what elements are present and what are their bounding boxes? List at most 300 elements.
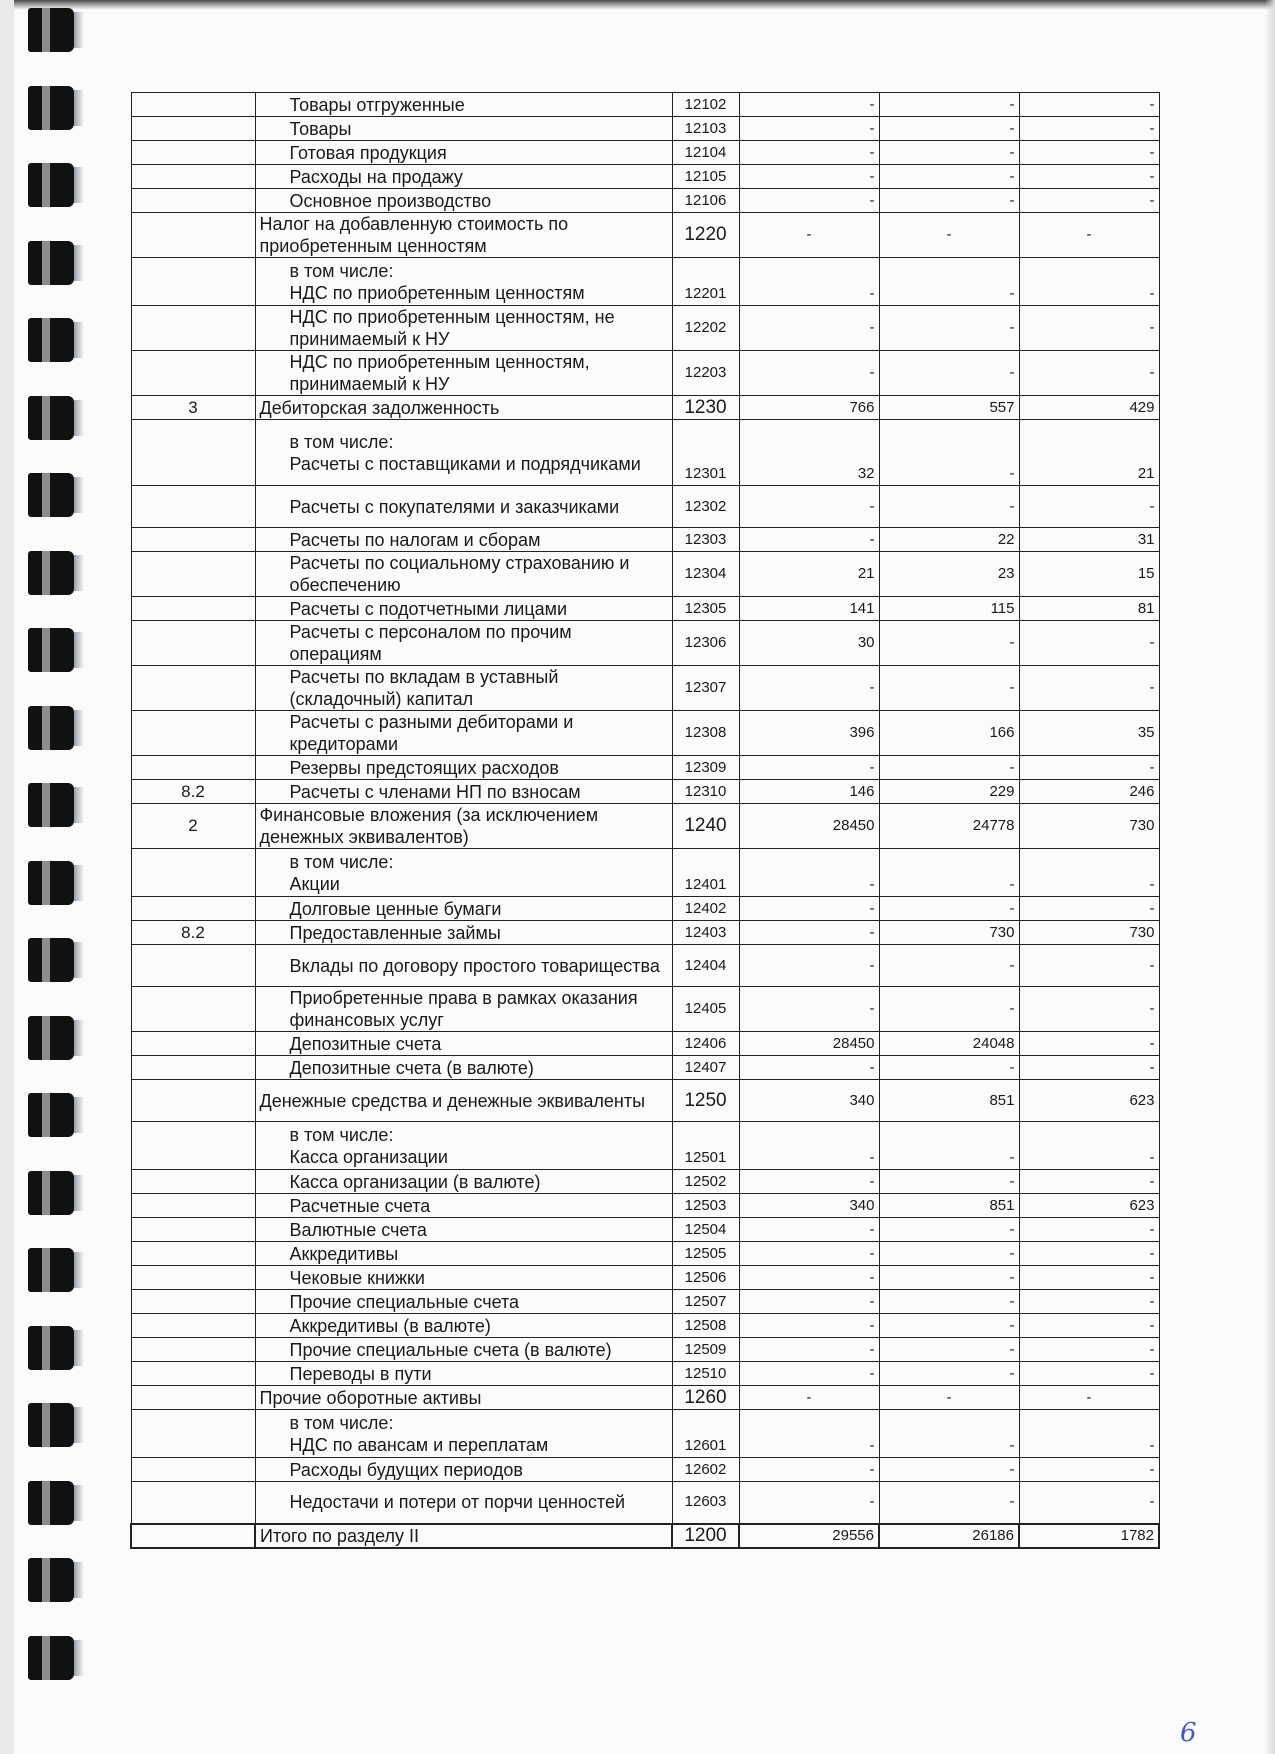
note-cell: [131, 258, 255, 306]
note-cell: [131, 486, 255, 528]
binding-ring: [28, 318, 74, 362]
note-cell: [131, 1122, 255, 1170]
value-prior-cell: -: [1019, 666, 1159, 711]
indicator-name-cell: Депозитные счета (в валюте): [255, 1056, 672, 1080]
note-cell: [131, 1056, 255, 1080]
value-current-cell: -: [739, 1386, 879, 1410]
including-label: в том числе:: [289, 1412, 394, 1433]
line-code-cell: 12501: [672, 1122, 739, 1170]
value-prior-cell: -: [1019, 1338, 1159, 1362]
value-previous-cell: -: [879, 897, 1019, 921]
line-code-cell: 12306: [672, 621, 739, 666]
value-previous-cell: 229: [879, 780, 1019, 804]
binding-ring-shadow: [74, 942, 84, 978]
indicator-name-cell: Расчеты с подотчетными лицами: [255, 597, 672, 621]
indicator-name-cell: Итого по разделу II: [255, 1524, 672, 1548]
note-cell: [131, 93, 255, 117]
table-row: [131, 666, 1159, 711]
indicator-name-cell: Налог на добавленную стоимость по приобретенным ценностям: [255, 213, 672, 258]
value-prior-cell: -: [1019, 1362, 1159, 1386]
value-current-cell: 146: [739, 780, 879, 804]
table-row: [131, 897, 1159, 921]
value-current-cell: -: [739, 213, 879, 258]
value-prior-cell: 730: [1019, 804, 1159, 849]
value-prior-cell: -: [1019, 1122, 1159, 1170]
note-cell: [131, 1482, 255, 1524]
including-label: в том числе:: [289, 431, 394, 452]
line-code-cell: 12309: [672, 756, 739, 780]
indicator-name-cell: [255, 1122, 672, 1170]
note-cell: [131, 621, 255, 666]
value-prior-cell: -: [1019, 213, 1159, 258]
value-prior-cell: 623: [1019, 1194, 1159, 1218]
indicator-name-cell: Расчеты по социальному страхованию и обеспечению: [255, 552, 672, 597]
value-prior-cell: 1782: [1019, 1524, 1159, 1548]
value-prior-cell: -: [1019, 897, 1159, 921]
value-prior-cell: -: [1019, 189, 1159, 213]
value-previous-cell: -: [879, 1362, 1019, 1386]
line-code-cell: 12508: [672, 1314, 739, 1338]
line-code-cell: 12603: [672, 1482, 739, 1524]
binding-ring: [28, 861, 74, 905]
including-label: в том числе:: [289, 851, 394, 872]
table-row: [131, 711, 1159, 756]
note-cell: [131, 1362, 255, 1386]
value-previous-cell: 26186: [879, 1524, 1019, 1548]
indicator-name-cell: Денежные средства и денежные эквиваленты: [255, 1080, 672, 1122]
indicator-name-cell: [255, 258, 672, 306]
note-cell: [131, 945, 255, 987]
value-previous-cell: -: [879, 141, 1019, 165]
line-code-cell: 1220: [672, 213, 739, 258]
value-previous-cell: -: [879, 165, 1019, 189]
value-prior-cell: 21: [1019, 420, 1159, 486]
value-prior-cell: -: [1019, 1032, 1159, 1056]
indicator-name-cell: Прочие оборотные активы: [255, 1386, 672, 1410]
note-cell: [131, 1218, 255, 1242]
value-previous-cell: -: [879, 189, 1019, 213]
binding-ring-shadow: [74, 632, 84, 668]
value-previous-cell: -: [879, 1170, 1019, 1194]
binding-ring-shadow: [74, 1252, 84, 1288]
indicator-name-cell: Депозитные счета: [255, 1032, 672, 1056]
binding-ring: [28, 163, 74, 207]
value-current-cell: -: [739, 258, 879, 306]
line-code-cell: 12104: [672, 141, 739, 165]
note-cell: [131, 552, 255, 597]
value-prior-cell: -: [1019, 849, 1159, 897]
value-current-cell: 340: [739, 1194, 879, 1218]
indicator-name-cell: Финансовые вложения (за исключением денежных эквивалентов): [255, 804, 672, 849]
scan-right-edge: [1265, 0, 1275, 1754]
binding-ring: [28, 1481, 74, 1525]
value-previous-cell: 166: [879, 711, 1019, 756]
note-cell: [131, 987, 255, 1032]
value-previous-cell: -: [879, 117, 1019, 141]
table-row: [131, 306, 1159, 351]
line-code-cell: 1200: [672, 1524, 739, 1548]
value-previous-cell: 851: [879, 1080, 1019, 1122]
value-current-cell: -: [739, 756, 879, 780]
value-prior-cell: -: [1019, 141, 1159, 165]
value-previous-cell: 851: [879, 1194, 1019, 1218]
indicator-name-cell: Валютные счета: [255, 1218, 672, 1242]
table-row: [131, 1524, 1159, 1548]
value-prior-cell: -: [1019, 1242, 1159, 1266]
binding-ring: [28, 551, 74, 595]
value-previous-cell: -: [879, 1482, 1019, 1524]
line-code-cell: 12401: [672, 849, 739, 897]
binding-ring-shadow: [74, 12, 84, 48]
value-current-cell: 28450: [739, 1032, 879, 1056]
table-row: [131, 189, 1159, 213]
note-cell: 8.2: [131, 780, 255, 804]
value-previous-cell: -: [879, 945, 1019, 987]
value-prior-cell: -: [1019, 258, 1159, 306]
value-current-cell: 396: [739, 711, 879, 756]
table-row: [131, 1032, 1159, 1056]
binding-ring: [28, 1248, 74, 1292]
line-code-cell: 12102: [672, 93, 739, 117]
indicator-name-cell: Готовая продукция: [255, 141, 672, 165]
line-code-cell: 1230: [672, 396, 739, 420]
line-code-cell: 12506: [672, 1266, 739, 1290]
note-cell: 3: [131, 396, 255, 420]
table-row: [131, 756, 1159, 780]
indicator-name: НДС по приобретенным ценностям: [289, 282, 585, 303]
table-row: [131, 1194, 1159, 1218]
value-previous-cell: -: [879, 756, 1019, 780]
indicator-name-cell: Расчеты с покупателями и заказчиками: [255, 486, 672, 528]
indicator-name-cell: Аккредитивы (в валюте): [255, 1314, 672, 1338]
value-previous-cell: -: [879, 621, 1019, 666]
table-row: [131, 621, 1159, 666]
indicator-name-cell: Приобретенные права в рамках оказания финансовых услуг: [255, 987, 672, 1032]
line-code-cell: 12504: [672, 1218, 739, 1242]
value-prior-cell: 623: [1019, 1080, 1159, 1122]
indicator-name-cell: Расчеты по вкладам в уставный (складочный) капитал: [255, 666, 672, 711]
note-cell: [131, 1242, 255, 1266]
line-code-cell: 12103: [672, 117, 739, 141]
binding-ring-shadow: [74, 1020, 84, 1056]
value-current-cell: -: [739, 165, 879, 189]
value-prior-cell: -: [1019, 1386, 1159, 1410]
binding-ring-shadow: [74, 1330, 84, 1366]
indicator-name-cell: Долговые ценные бумаги: [255, 897, 672, 921]
value-current-cell: -: [739, 1314, 879, 1338]
value-prior-cell: 429: [1019, 396, 1159, 420]
value-previous-cell: 24048: [879, 1032, 1019, 1056]
indicator-name-cell: Переводы в пути: [255, 1362, 672, 1386]
value-previous-cell: -: [879, 1056, 1019, 1080]
indicator-name-cell: Расчетные счета: [255, 1194, 672, 1218]
indicator-name-cell: Расходы на продажу: [255, 165, 672, 189]
value-current-cell: -: [739, 897, 879, 921]
line-code-cell: 12301: [672, 420, 739, 486]
value-prior-cell: -: [1019, 351, 1159, 396]
value-previous-cell: -: [879, 258, 1019, 306]
note-cell: [131, 1080, 255, 1122]
note-cell: [131, 141, 255, 165]
value-previous-cell: -: [879, 1338, 1019, 1362]
value-previous-cell: -: [879, 1218, 1019, 1242]
binding-ring: [28, 628, 74, 672]
indicator-name-cell: НДС по приобретенным ценностям, не принимаемый к НУ: [255, 306, 672, 351]
binding-ring-shadow: [74, 245, 84, 281]
line-code-cell: 12406: [672, 1032, 739, 1056]
value-prior-cell: 246: [1019, 780, 1159, 804]
note-cell: [131, 213, 255, 258]
table-row: [131, 528, 1159, 552]
line-code-cell: 12602: [672, 1458, 739, 1482]
value-prior-cell: 35: [1019, 711, 1159, 756]
table-row: [131, 1122, 1159, 1170]
binding-ring: [28, 1093, 74, 1137]
value-prior-cell: -: [1019, 1410, 1159, 1458]
table-row: [131, 1266, 1159, 1290]
value-previous-cell: -: [879, 1122, 1019, 1170]
table-row: [131, 1338, 1159, 1362]
indicator-name-cell: Прочие специальные счета (в валюте): [255, 1338, 672, 1362]
value-prior-cell: -: [1019, 306, 1159, 351]
value-current-cell: 21: [739, 552, 879, 597]
binding-ring-shadow: [74, 90, 84, 126]
indicator-name-cell: Резервы предстоящих расходов: [255, 756, 672, 780]
binding-ring-shadow: [74, 322, 84, 358]
binding-ring-shadow: [74, 865, 84, 901]
line-code-cell: 1250: [672, 1080, 739, 1122]
binding-ring: [28, 706, 74, 750]
value-previous-cell: -: [879, 306, 1019, 351]
value-prior-cell: -: [1019, 117, 1159, 141]
indicator-name: Акции: [289, 873, 340, 894]
value-previous-cell: 22: [879, 528, 1019, 552]
value-current-cell: -: [739, 1122, 879, 1170]
note-cell: [131, 1458, 255, 1482]
line-code-cell: 12305: [672, 597, 739, 621]
indicator-name-cell: [255, 849, 672, 897]
including-label: в том числе:: [289, 260, 394, 281]
indicator-name-cell: Касса организации (в валюте): [255, 1170, 672, 1194]
value-current-cell: 766: [739, 396, 879, 420]
line-code-cell: 1240: [672, 804, 739, 849]
binding-ring-shadow: [74, 710, 84, 746]
table-row: [131, 552, 1159, 597]
value-previous-cell: -: [879, 351, 1019, 396]
table-row: [131, 1290, 1159, 1314]
note-cell: [131, 189, 255, 213]
binding-ring-shadow: [74, 1562, 84, 1598]
table-row: [131, 1458, 1159, 1482]
binding-ring-shadow: [74, 167, 84, 203]
binding-ring: [28, 783, 74, 827]
indicator-name-cell: Расчеты с разными дебиторами и кредиторами: [255, 711, 672, 756]
value-current-cell: -: [739, 849, 879, 897]
indicator-name: Расчеты с поставщиками и подрядчиками: [289, 453, 641, 474]
line-code-cell: 12505: [672, 1242, 739, 1266]
line-code-cell: 12304: [672, 552, 739, 597]
value-prior-cell: -: [1019, 1482, 1159, 1524]
table-row: [131, 1482, 1159, 1524]
note-cell: [131, 351, 255, 396]
value-prior-cell: 81: [1019, 597, 1159, 621]
value-current-cell: -: [739, 1338, 879, 1362]
binding-ring: [28, 1403, 74, 1447]
value-previous-cell: 115: [879, 597, 1019, 621]
table-row: [131, 1170, 1159, 1194]
line-code-cell: 12307: [672, 666, 739, 711]
indicator-name-cell: Недостачи и потери от порчи ценностей: [255, 1482, 672, 1524]
binding-ring-shadow: [74, 477, 84, 513]
value-current-cell: -: [739, 945, 879, 987]
scan-top-edge: [0, 0, 1275, 10]
line-code-cell: 12503: [672, 1194, 739, 1218]
value-prior-cell: -: [1019, 987, 1159, 1032]
binding-ring-shadow: [74, 787, 84, 823]
indicator-name-cell: [255, 420, 672, 486]
table-row: [131, 597, 1159, 621]
value-current-cell: -: [739, 351, 879, 396]
note-cell: [131, 756, 255, 780]
value-previous-cell: -: [879, 420, 1019, 486]
note-cell: [131, 1410, 255, 1458]
line-code-cell: 12203: [672, 351, 739, 396]
value-current-cell: -: [739, 1362, 879, 1386]
note-cell: [131, 1032, 255, 1056]
table-row: [131, 141, 1159, 165]
line-code-cell: 1260: [672, 1386, 739, 1410]
table-row: [131, 1080, 1159, 1122]
value-current-cell: -: [739, 189, 879, 213]
line-code-cell: 12407: [672, 1056, 739, 1080]
line-code-cell: 12502: [672, 1170, 739, 1194]
binding-ring: [28, 1171, 74, 1215]
table-row: [131, 1362, 1159, 1386]
value-current-cell: -: [739, 1290, 879, 1314]
indicator-name: Касса организации: [289, 1146, 448, 1167]
note-cell: [131, 666, 255, 711]
binding-ring: [28, 396, 74, 440]
value-previous-cell: -: [879, 849, 1019, 897]
note-cell: [131, 117, 255, 141]
value-current-cell: -: [739, 141, 879, 165]
value-previous-cell: -: [879, 1410, 1019, 1458]
value-current-cell: -: [739, 1458, 879, 1482]
binding-ring-shadow: [74, 1485, 84, 1521]
line-code-cell: 12510: [672, 1362, 739, 1386]
value-previous-cell: -: [879, 486, 1019, 528]
value-prior-cell: -: [1019, 756, 1159, 780]
note-cell: 2: [131, 804, 255, 849]
table-row: [131, 1314, 1159, 1338]
value-previous-cell: -: [879, 1314, 1019, 1338]
binding-ring: [28, 8, 74, 52]
binding-ring: [28, 473, 74, 517]
value-current-cell: 30: [739, 621, 879, 666]
line-code-cell: 12202: [672, 306, 739, 351]
table-row: [131, 1386, 1159, 1410]
value-current-cell: -: [739, 666, 879, 711]
value-current-cell: -: [739, 306, 879, 351]
note-cell: 8.2: [131, 921, 255, 945]
indicator-name-cell: Товары: [255, 117, 672, 141]
binding-ring: [28, 1558, 74, 1602]
balance-sheet-body: [131, 93, 1159, 1548]
value-current-cell: 28450: [739, 804, 879, 849]
binding-ring-shadow: [74, 400, 84, 436]
value-current-cell: -: [739, 1056, 879, 1080]
indicator-name-cell: Расчеты по налогам и сборам: [255, 528, 672, 552]
value-previous-cell: 23: [879, 552, 1019, 597]
value-current-cell: -: [739, 528, 879, 552]
note-cell: [131, 420, 255, 486]
value-previous-cell: -: [879, 1386, 1019, 1410]
table-row: [131, 780, 1159, 804]
value-prior-cell: 31: [1019, 528, 1159, 552]
indicator-name-cell: Расчеты с персоналом по прочим операциям: [255, 621, 672, 666]
value-current-cell: -: [739, 1410, 879, 1458]
note-cell: [131, 1290, 255, 1314]
table-row: [131, 213, 1159, 258]
note-cell: [131, 849, 255, 897]
value-prior-cell: -: [1019, 1056, 1159, 1080]
value-prior-cell: 15: [1019, 552, 1159, 597]
value-prior-cell: -: [1019, 486, 1159, 528]
value-previous-cell: -: [879, 93, 1019, 117]
table-row: [131, 117, 1159, 141]
indicator-name-cell: Предоставленные займы: [255, 921, 672, 945]
indicator-name-cell: Товары отгруженные: [255, 93, 672, 117]
table-row: [131, 486, 1159, 528]
value-current-cell: -: [739, 486, 879, 528]
table-row: [131, 849, 1159, 897]
value-prior-cell: -: [1019, 93, 1159, 117]
value-prior-cell: -: [1019, 621, 1159, 666]
value-previous-cell: -: [879, 1458, 1019, 1482]
binding-spine: [0, 0, 14, 1754]
table-row: [131, 1218, 1159, 1242]
value-previous-cell: -: [879, 1266, 1019, 1290]
indicator-name-cell: Аккредитивы: [255, 1242, 672, 1266]
indicator-name: НДС по авансам и переплатам: [289, 1434, 549, 1455]
balance-sheet-table: [130, 92, 1160, 1549]
value-current-cell: 32: [739, 420, 879, 486]
note-cell: [131, 1338, 255, 1362]
value-prior-cell: -: [1019, 1290, 1159, 1314]
line-code-cell: 12507: [672, 1290, 739, 1314]
binding-ring: [28, 241, 74, 285]
including-label: в том числе:: [289, 1124, 394, 1145]
value-current-cell: -: [739, 1266, 879, 1290]
table-row: [131, 1056, 1159, 1080]
line-code-cell: 12601: [672, 1410, 739, 1458]
value-current-cell: 29556: [739, 1524, 879, 1548]
binding-ring-shadow: [74, 1175, 84, 1211]
table-row: [131, 93, 1159, 117]
binding-ring: [28, 1326, 74, 1370]
table-row: [131, 804, 1159, 849]
indicator-name-cell: Основное производство: [255, 189, 672, 213]
note-cell: [131, 1314, 255, 1338]
binding-ring-shadow: [74, 555, 84, 591]
value-previous-cell: 24778: [879, 804, 1019, 849]
value-current-cell: -: [739, 1482, 879, 1524]
indicator-name-cell: Расходы будущих периодов: [255, 1458, 672, 1482]
indicator-name-cell: Расчеты с членами НП по взносам: [255, 780, 672, 804]
binding-ring-shadow: [74, 1407, 84, 1443]
value-current-cell: -: [739, 117, 879, 141]
table-row: [131, 945, 1159, 987]
